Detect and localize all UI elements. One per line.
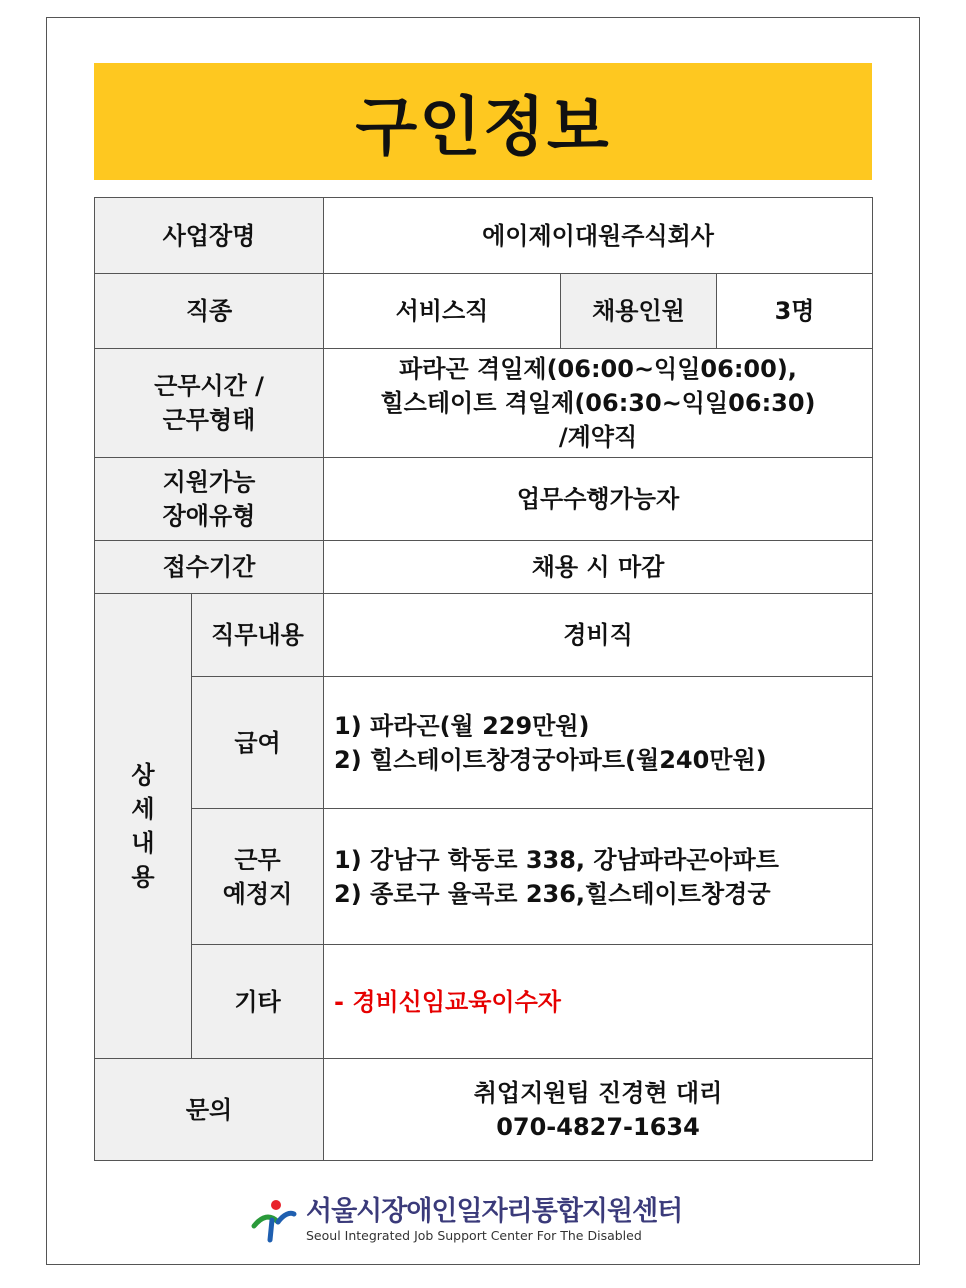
row-location	[95, 809, 873, 945]
headcount-value: 3명	[717, 274, 873, 349]
hours-label	[95, 349, 324, 458]
period-value: 채용 시 마감	[324, 541, 873, 594]
hours-label-line1: 근무시간 /	[154, 372, 264, 400]
salary-value	[324, 677, 873, 809]
row-hours	[95, 349, 873, 458]
row-company	[95, 198, 873, 274]
disability-label-line1: 지원가능	[162, 468, 256, 496]
title-banner	[94, 63, 872, 180]
contact-label: 문의	[95, 1059, 324, 1161]
salary-line1: 1) 파라곤(월 229만원)	[334, 711, 590, 740]
hours-value	[324, 349, 873, 458]
disability-label-line2: 장애유형	[162, 502, 256, 530]
hours-line2: 힐스테이트 격일제(06:30~익일06:30)	[380, 389, 816, 417]
location-label-line2: 예정지	[222, 879, 293, 908]
other-label: 기타	[192, 945, 324, 1059]
company-label: 사업장명	[95, 198, 324, 274]
company-value: 에이제이대원주식회사	[324, 198, 873, 274]
hours-line1: 파라곤 격일제(06:00~익일06:00),	[399, 355, 797, 383]
salary-line2: 2) 힐스테이트창경궁아파트(월240만원)	[334, 745, 767, 774]
row-contact	[95, 1059, 873, 1161]
details-char-1: 상	[131, 761, 155, 789]
hours-label-line2: 근무형태	[162, 406, 256, 434]
location-label	[192, 809, 324, 945]
details-group-label	[95, 594, 192, 1059]
location-line2: 2) 종로구 율곡로 236,힐스테이트창경궁	[334, 879, 771, 908]
row-duty	[95, 594, 873, 677]
disability-label	[95, 458, 324, 541]
center-logo-text	[306, 1196, 682, 1244]
center-name-ko: 서울시장애인일자리통합지원센터	[306, 1196, 683, 1227]
contact-phone: 070-4827-1634	[496, 1112, 700, 1141]
row-salary	[95, 677, 873, 809]
row-disability	[95, 458, 873, 541]
details-char-2: 세	[131, 795, 155, 823]
location-label-line1: 근무	[234, 845, 281, 874]
duty-label: 직무내용	[192, 594, 324, 677]
location-line1: 1) 강남구 학동로 338, 강남파라곤아파트	[334, 845, 779, 874]
page-title: 구인정보	[355, 90, 611, 165]
job-type-label: 직종	[95, 274, 324, 349]
details-char-3: 내	[131, 829, 155, 857]
center-logo	[250, 1192, 730, 1248]
headcount-label: 채용인원	[561, 274, 717, 349]
job-type-value: 서비스직	[324, 274, 561, 349]
contact-line1: 취업지원팀 진경현 대리	[473, 1078, 723, 1107]
center-logo-icon	[250, 1196, 298, 1244]
disability-value: 업무수행가능자	[324, 458, 873, 541]
contact-value	[324, 1059, 873, 1161]
job-info-table	[94, 197, 873, 1161]
row-other	[95, 945, 873, 1059]
duty-value: 경비직	[324, 594, 873, 677]
row-period	[95, 541, 873, 594]
details-char-4: 용	[131, 863, 155, 891]
salary-label: 급여	[192, 677, 324, 809]
location-value	[324, 809, 873, 945]
center-name-en: Seoul Integrated Job Support Center For The Disabled	[306, 1228, 642, 1243]
period-label: 접수기간	[95, 541, 324, 594]
other-value: - 경비신임교육이수자	[324, 945, 873, 1059]
row-job-type	[95, 274, 873, 349]
hours-line3: /계약직	[558, 423, 638, 451]
